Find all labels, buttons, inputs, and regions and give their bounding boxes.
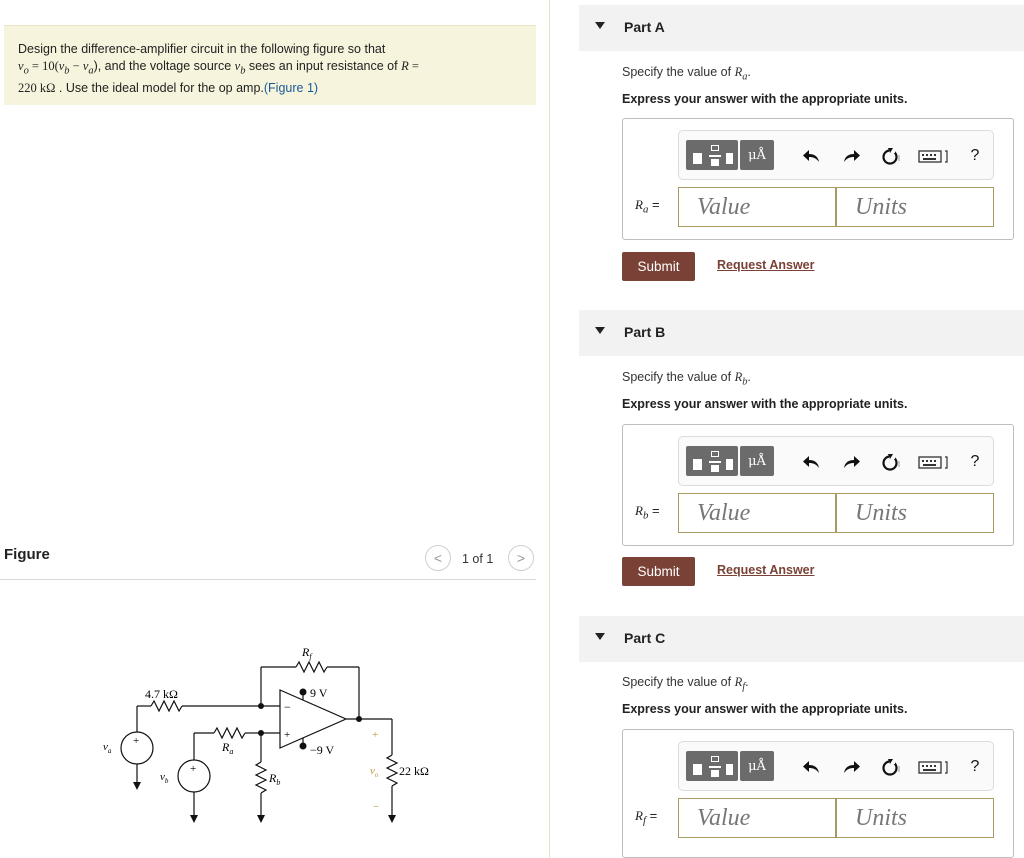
source-sub: b xyxy=(240,65,246,77)
eq-minus: − xyxy=(69,59,83,73)
r-equals: = xyxy=(408,59,419,73)
eq-mid: = 10( xyxy=(28,59,59,73)
figure-title: Figure xyxy=(4,546,50,563)
source-symbol: v xyxy=(234,59,241,73)
redo-icon[interactable] xyxy=(838,755,864,779)
eq-va: v xyxy=(82,59,89,73)
previous-figure-button[interactable] xyxy=(425,545,451,571)
part-c-title: Part C xyxy=(624,630,666,646)
problem-text-rest: sees an input resistance of xyxy=(245,59,402,73)
answer-panel xyxy=(551,0,1024,858)
vo-plus: + xyxy=(372,729,379,741)
label-minus-9v: −9 V xyxy=(310,743,335,757)
part-b-variable-label: $R_b$ = xyxy=(635,503,660,522)
part-a-header[interactable] xyxy=(579,5,1024,51)
part-a-specify: Specify the value of $R_a$. xyxy=(622,65,751,83)
opamp-minus: − xyxy=(284,700,291,714)
help-icon[interactable]: ? xyxy=(970,147,980,164)
problem-text: Design the difference-amplifier circuit in the following figure so that xyxy=(18,42,386,56)
part-b-specify: Specify the value of $R_b$. xyxy=(622,370,751,388)
part-a-title: Part A xyxy=(624,19,665,35)
next-figure-button[interactable] xyxy=(508,545,534,571)
problem-text-end: . Use the ideal model for the op amp. xyxy=(55,80,264,95)
label-rf: $R_f$ xyxy=(302,645,312,661)
r-value: 220 kΩ xyxy=(18,80,56,95)
part-b-header[interactable] xyxy=(579,310,1024,356)
math-toolbar xyxy=(678,741,994,791)
figure-header xyxy=(0,540,536,580)
va-plus: + xyxy=(133,735,140,747)
problem-line-2 xyxy=(18,58,522,80)
caret-down-icon xyxy=(595,327,605,334)
part-b-title: Part B xyxy=(624,324,666,340)
label-vo: $v_o$ xyxy=(370,765,379,779)
help-icon[interactable]: ? xyxy=(970,453,980,470)
templates-button[interactable] xyxy=(686,140,738,170)
keyboard-icon[interactable] xyxy=(917,450,951,474)
resistor-rf xyxy=(296,662,327,672)
part-b-request-answer-link[interactable]: Request Answer xyxy=(717,563,815,577)
part-a-units-input[interactable] xyxy=(836,187,994,227)
undo-icon[interactable] xyxy=(799,450,825,474)
opamp-plus: + xyxy=(284,729,291,741)
label-plus-9v: 9 V xyxy=(310,686,328,700)
caret-down-icon xyxy=(595,22,605,29)
part-c-units-input[interactable] xyxy=(836,798,994,838)
templates-button[interactable] xyxy=(686,446,738,476)
label-22k: 22 kΩ xyxy=(399,764,429,778)
undo-icon[interactable] xyxy=(799,144,825,168)
circuit-diagram xyxy=(95,630,429,830)
part-b-answer-box xyxy=(622,424,1014,546)
units-button[interactable]: μÅ xyxy=(740,446,774,476)
part-a-value-input[interactable] xyxy=(678,187,836,227)
undo-icon[interactable] xyxy=(799,755,825,779)
vo-minus: − xyxy=(373,801,380,813)
part-c-specify: Specify the value of $R_f$. xyxy=(622,675,749,693)
part-c-instructions: Express your answer with the appropriate units. xyxy=(622,702,908,716)
part-c-value-input[interactable] xyxy=(678,798,836,838)
units-button[interactable]: μÅ xyxy=(740,751,774,781)
help-icon[interactable]: ? xyxy=(970,758,980,775)
reset-icon[interactable] xyxy=(878,755,904,779)
chevron-left-icon: < xyxy=(433,550,443,566)
part-b-units-input[interactable] xyxy=(836,493,994,533)
part-c-answer-box xyxy=(622,729,1014,858)
figure-link[interactable]: (Figure 1) xyxy=(263,80,319,95)
part-a-instructions: Express your answer with the appropriate units. xyxy=(622,92,908,106)
templates-button[interactable] xyxy=(686,751,738,781)
keyboard-icon[interactable] xyxy=(917,144,951,168)
part-c-header[interactable] xyxy=(579,616,1024,662)
vb-plus: + xyxy=(190,763,197,775)
redo-icon[interactable] xyxy=(838,144,864,168)
math-toolbar xyxy=(678,130,994,180)
part-b-instructions: Express your answer with the appropriate units. xyxy=(622,397,908,411)
label-va: $v_a$ xyxy=(103,741,112,755)
eq-va-sub: a xyxy=(88,65,94,77)
reset-icon[interactable] xyxy=(878,144,904,168)
part-a-answer-box xyxy=(622,118,1014,240)
units-button[interactable]: μÅ xyxy=(740,140,774,170)
chevron-right-icon: > xyxy=(516,550,526,566)
problem-statement xyxy=(4,25,536,105)
part-a-submit-button[interactable]: Submit xyxy=(622,252,695,281)
label-vb: $v_b$ xyxy=(160,771,169,785)
label-rb: $R_b$ xyxy=(269,771,281,787)
label-4-7k: 4.7 kΩ xyxy=(145,687,178,701)
eq-vb: v xyxy=(58,59,65,73)
math-toolbar xyxy=(678,436,994,486)
keyboard-icon[interactable] xyxy=(917,755,951,779)
eq-vo-sub: o xyxy=(23,65,29,77)
redo-icon[interactable] xyxy=(838,450,864,474)
caret-down-icon xyxy=(595,633,605,640)
eq-close: ), and the voltage source xyxy=(93,59,235,73)
part-b-submit-button[interactable]: Submit xyxy=(622,557,695,586)
resistor-ra xyxy=(214,728,245,738)
part-a-variable-label: $R_a$ = xyxy=(635,197,660,216)
resistor-rb xyxy=(256,762,266,793)
r-symbol: R xyxy=(401,59,409,73)
eq-vo: v xyxy=(18,59,24,73)
reset-icon[interactable] xyxy=(878,450,904,474)
problem-line-1 xyxy=(18,41,522,58)
resistor-22k xyxy=(387,755,397,786)
part-b-value-input[interactable] xyxy=(678,493,836,533)
problem-line-3 xyxy=(18,80,522,97)
eq-vb-sub: b xyxy=(64,65,70,77)
part-a-request-answer-link[interactable]: Request Answer xyxy=(717,258,815,272)
resistor-4-7k xyxy=(151,701,182,711)
label-ra: $R_a$ xyxy=(222,740,234,756)
part-c-variable-label: $R_f$ = xyxy=(635,808,658,827)
figure-page-count: 1 of 1 xyxy=(462,552,494,566)
